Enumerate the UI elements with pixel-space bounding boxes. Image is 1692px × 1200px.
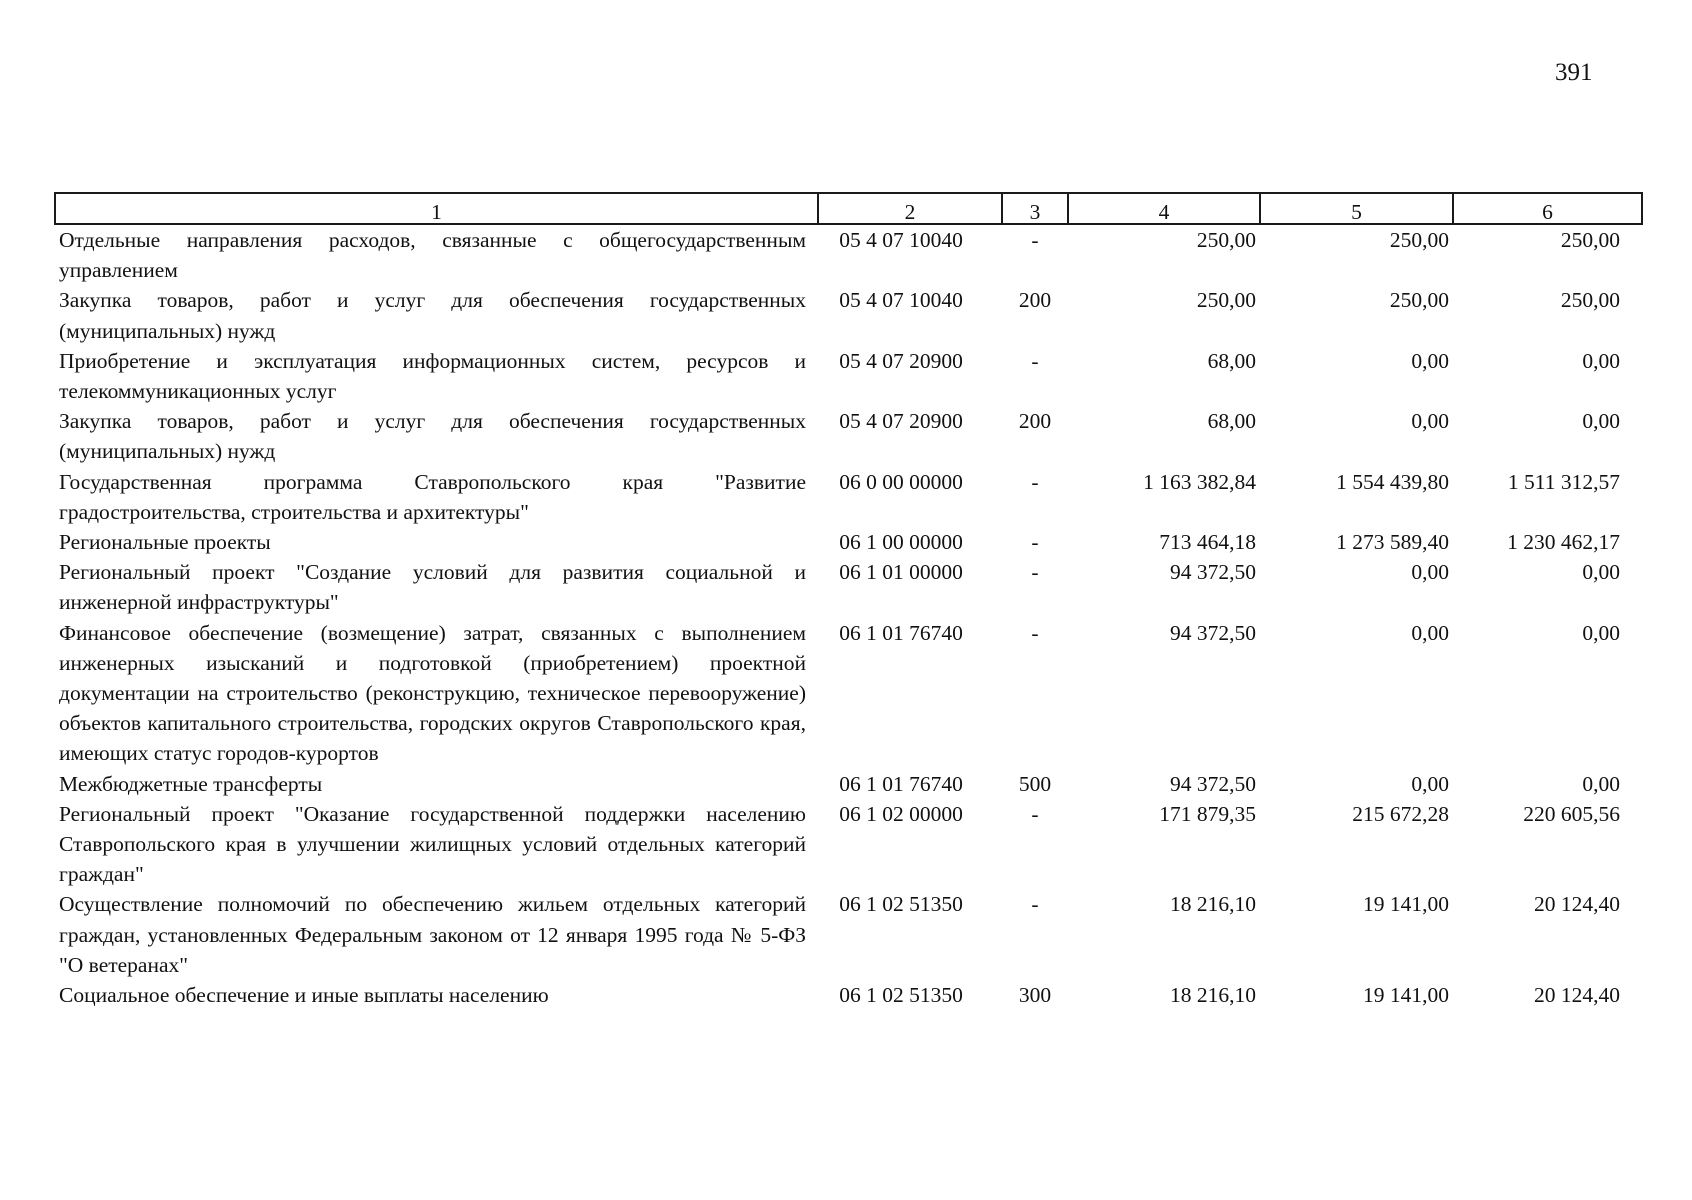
budget-table [54, 192, 1643, 1010]
row-amount-1-cell: 94 372,50 [1170, 560, 1256, 585]
row-amount-3-cell: 0,00 [1582, 348, 1620, 373]
row-amount-2-cell: 215 672,28 [1352, 801, 1449, 826]
row-expense-type-cell: 300 [1018, 983, 1052, 1008]
row-amount-1-cell: 68,00 [1207, 348, 1256, 373]
row-expense-type-cell: - [1031, 801, 1039, 826]
row-name-cell: Закупка товаров, работ и услуг для обеспечения государственных (муниципальных) нужд [59, 409, 806, 464]
row-code-cell: 06 1 02 51350 [839, 983, 963, 1008]
table-row [55, 467, 1642, 527]
row-name-cell: Государственная программа Ставропольского края "Развитие градостроительства, строительства и архитектуры" [59, 469, 806, 524]
row-code-cell: 06 1 01 00000 [839, 560, 963, 585]
column-header-6: 6 [1453, 193, 1642, 224]
row-amount-2-cell: 0,00 [1411, 560, 1449, 585]
page-number: 391 [1555, 59, 1593, 86]
table-row [55, 285, 1642, 345]
row-amount-1-cell: 18 216,10 [1170, 983, 1256, 1008]
row-amount-2-cell: 0,00 [1411, 348, 1449, 373]
row-name-cell: Приобретение и эксплуатация информационных систем, ресурсов и телекоммуникационных услуг [59, 348, 806, 404]
row-amount-2-cell: 19 141,00 [1363, 983, 1449, 1008]
row-expense-type-cell: - [1031, 892, 1039, 917]
row-amount-3-cell: 20 124,40 [1534, 892, 1620, 917]
column-header-2: 2 [818, 193, 1002, 224]
table-row [55, 346, 1642, 406]
row-amount-1-cell: 94 372,50 [1170, 771, 1256, 796]
row-expense-type-cell: 200 [1018, 288, 1052, 313]
column-header-1: 1 [55, 193, 818, 224]
row-amount-3-cell: 0,00 [1582, 771, 1620, 796]
row-name-cell: Региональный проект "Оказание государственной поддержки населению Ставропольского края в улучшении жилищных условий отдельных категорий граждан" [59, 801, 806, 887]
table-row [55, 980, 1642, 1010]
row-amount-2-cell: 19 141,00 [1363, 892, 1449, 917]
row-name-cell: Осуществление полномочий по обеспечению жильем отдельных категорий граждан, установленных Федеральным законом от 12 января 1995 года № 5-ФЗ "О ветеранах" [59, 892, 806, 977]
column-header-3: 3 [1002, 193, 1068, 224]
row-name-cell: Отдельные направления расходов, связанные с общегосударственным управлением [59, 228, 806, 283]
row-code-cell: 06 1 00 00000 [839, 530, 963, 555]
row-code-cell: 05 4 07 10040 [839, 288, 963, 313]
row-name-cell: Межбюджетные трансферты [59, 771, 323, 796]
row-code-cell: 06 1 02 00000 [839, 801, 963, 826]
row-amount-3-cell: 0,00 [1582, 409, 1620, 434]
row-name-cell: Финансовое обеспечение (возмещение) затрат, связанных с выполнением инженерных изысканий и подготовкой (приобретением) проектной документации на строительство (реконструкцию, техническое перевооружение) объектов капитального строительства, городских округов Ставропольского края, имеющих статус городов-курортов [59, 620, 806, 766]
row-expense-type-cell: - [1031, 348, 1039, 373]
table-row [55, 618, 1642, 769]
row-expense-type-cell: 500 [1018, 771, 1052, 796]
row-amount-1-cell: 18 216,10 [1170, 892, 1256, 917]
column-header-5: 5 [1260, 193, 1453, 224]
row-expense-type-cell: - [1031, 560, 1039, 585]
row-code-cell: 06 0 00 00000 [839, 469, 963, 494]
row-amount-2-cell: 0,00 [1411, 620, 1449, 645]
row-amount-3-cell: 250,00 [1560, 228, 1620, 252]
row-amount-2-cell: 250,00 [1389, 228, 1449, 252]
row-amount-1-cell: 94 372,50 [1170, 620, 1256, 645]
row-amount-2-cell: 0,00 [1411, 771, 1449, 796]
row-amount-1-cell: 713 464,18 [1159, 530, 1256, 555]
row-amount-3-cell: 1 511 312,57 [1507, 469, 1620, 494]
row-expense-type-cell: - [1031, 620, 1039, 645]
table-row [55, 769, 1642, 799]
table-row [55, 889, 1642, 980]
row-expense-type-cell: - [1031, 469, 1039, 494]
row-amount-3-cell: 220 605,56 [1523, 801, 1620, 826]
row-expense-type-cell: 200 [1018, 409, 1052, 434]
table-row [55, 557, 1642, 617]
table-header-row [55, 193, 1642, 224]
row-amount-3-cell: 0,00 [1582, 560, 1620, 585]
row-amount-2-cell: 1 273 589,40 [1336, 530, 1449, 555]
row-amount-2-cell: 250,00 [1389, 288, 1449, 313]
table-body [55, 224, 1642, 1010]
column-header-4: 4 [1068, 193, 1260, 224]
row-amount-1-cell: 250,00 [1196, 288, 1256, 313]
row-amount-1-cell: 1 163 382,84 [1143, 469, 1256, 494]
row-code-cell: 05 4 07 20900 [839, 409, 963, 434]
row-code-cell: 05 4 07 10040 [839, 228, 963, 252]
row-code-cell: 06 1 02 51350 [839, 892, 963, 917]
row-amount-3-cell: 1 230 462,17 [1507, 530, 1620, 555]
row-name-cell: Закупка товаров, работ и услуг для обеспечения государственных (муниципальных) нужд [59, 288, 806, 343]
row-expense-type-cell: - [1031, 530, 1039, 555]
table-row [55, 224, 1642, 285]
row-amount-2-cell: 1 554 439,80 [1336, 469, 1449, 494]
row-amount-1-cell: 68,00 [1207, 409, 1256, 434]
row-amount-3-cell: 20 124,40 [1534, 983, 1620, 1008]
table-row [55, 799, 1642, 890]
table-row [55, 527, 1642, 557]
row-code-cell: 06 1 01 76740 [839, 771, 963, 796]
row-code-cell: 05 4 07 20900 [839, 348, 963, 373]
row-expense-type-cell: - [1031, 228, 1039, 252]
row-amount-1-cell: 250,00 [1196, 228, 1256, 252]
row-name-cell: Социальное обеспечение и иные выплаты населению [59, 983, 549, 1008]
row-amount-1-cell: 171 879,35 [1159, 801, 1256, 826]
table-row [55, 406, 1642, 466]
row-name-cell: Региональные проекты [59, 530, 271, 555]
row-name-cell: Региональный проект "Создание условий для развития социальной и инженерной инфраструктуры" [59, 560, 806, 615]
row-code-cell: 06 1 01 76740 [839, 620, 963, 645]
row-amount-2-cell: 0,00 [1411, 409, 1449, 434]
row-amount-3-cell: 250,00 [1560, 288, 1620, 313]
row-amount-3-cell: 0,00 [1582, 620, 1620, 645]
